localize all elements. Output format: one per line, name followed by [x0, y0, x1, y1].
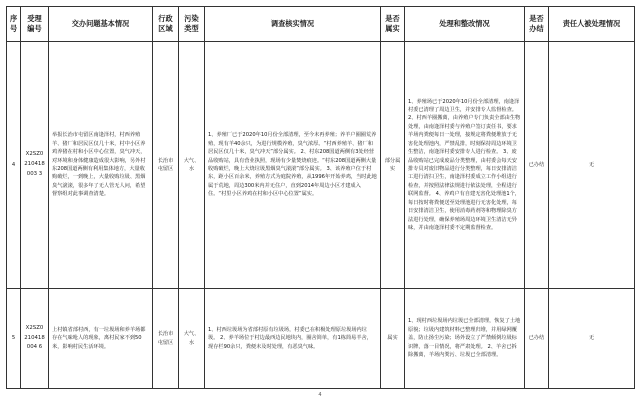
cell-handling: [405, 42, 525, 289]
cell-seq: 5: [7, 289, 21, 389]
header-investigation: 调查核实情况: [205, 7, 381, 42]
complaint-table: [6, 6, 635, 389]
page-number: 4: [318, 392, 322, 398]
cell-seq: 4: [7, 42, 21, 289]
cell-handling-text: 1、现村西垃圾场内垃圾已全部清理，恢复了土地原貌；垃圾内建筑材料已整理归堆，并用绿网覆盖，防止扬尘污染；场外设立了严禁倾倒垃圾标识牌，落一目情况，将严肃处理。 2、羊舍已拆除搬离，羊场内粪污、垃圾已全部清理。: [408, 318, 521, 359]
complaint-table-sheet: [6, 6, 634, 389]
header-handling: 处理和整改情况: [405, 7, 525, 42]
header-closed: 是否办结: [525, 7, 549, 42]
cell-investigation-text: 1、养殖厂已于2020年10月份全部清理，至今未再养殖；养羊户圈圈荒养殖，现有羊40余只，为进行规模养殖，臭气浓厚。“村西养殖羊、猪厂和居民区仅几十米，臭气冲天”部分属实。 2、村东208国道两侧有3处经营品收购站，具有营业执照，现场有少量焚烧痕迹。“村东208国道两侧大量收购破烂，晚上大烧垃圾黑烟臭气滚滚”部分属实。 3、该养殖户位于村东，距小区百余米，养殖方式为庭院养殖，从1996年开始养鸡，当时此地属于荒地，周边300米内并无住户，直到2014年周边小区才建成入住。“村里小区养鸡在村和小区中心位置”属实。: [208, 132, 377, 198]
cell-basic: [49, 42, 153, 289]
cell-handling: [405, 289, 525, 389]
cell-region: 长治市屯留区: [153, 289, 179, 389]
cell-verified: 属实: [381, 289, 405, 389]
cell-closed: 已办结: [525, 289, 549, 389]
header-pollution: 污染类型: [179, 7, 205, 42]
header-seq: 序号: [7, 7, 21, 42]
header-basic: 交办问题基本情况: [49, 7, 153, 42]
cell-verified: 部分属实: [381, 42, 405, 289]
cell-closed: 已办结: [525, 42, 549, 289]
table-row: [7, 289, 635, 389]
header-region: 行政区域: [153, 7, 179, 42]
cell-investigation: [205, 289, 381, 389]
cell-accountability: 无: [549, 289, 635, 389]
header-verified: 是否属实: [381, 7, 405, 42]
cell-basic: [49, 289, 153, 389]
cell-handling-text: 1、养殖场已于2020年10月份全部清理，南逢泽村委已清理了周边卫生，并安排专人监督检查。 2、村西羊圈搬离，由养殖户专门负责全部由生物处理，由南逢泽村委与养殖户签订责任书，要求羊场内粪便每日一处理，接规定将粪便堆放于无害化处理池内，严禁乱排，时刻保持周边环境卫生整洁，南逢泽村委安排专人进行检查。 3、废品收购站已完成废品分类整理，由村委会每天安排专员对废旧物品进行分类整理，每日安排清洁工进行清扫卫生，南逢泽村委成立工作小组进行检查，并按照法律法规进行依法处理，全程进行联网监督。 4、养鸡户有自建无害化处理池1个，每日按时将粪便送至处理池进行无害化处理，每日安排清洁卫生，使用消毒药剂等和物理除臭方法进行处理，确保养殖场周边环境卫生清洁无异味，并由南逢泽村委不定期监督检查。: [408, 98, 521, 231]
cell-investigation-text: 1、村西垃圾场为省部村原有垃圾场，村委已在积极处理原垃圾场内垃圾。 2、养羊场位于村边最西边民地块内，圈舍简单，有1栋简易羊舍，现存栏90余只，粪便未及时处理，有恶臭气味。: [208, 326, 372, 350]
cell-accountability: 无: [549, 42, 635, 289]
cell-basic-text: 上村镇省部村西，有一垃圾场和养羊场都存在气味呛人的现象，离村民家不到50米，影响村民生活环境。: [52, 326, 146, 350]
cell-pollution: 大气、水: [179, 42, 205, 289]
header-id: 受理编号: [21, 7, 49, 42]
header-accountability: 责任人被处理情况: [549, 7, 635, 42]
cell-region: 长治市屯留区: [153, 42, 179, 289]
header-row: [7, 7, 635, 42]
cell-investigation: [205, 42, 381, 289]
cell-pollution: 大气、水: [179, 289, 205, 389]
cell-basic-text: 举报长治市屯留区南逢泽村，村西养殖羊、猪厂和居民区仅几十米，村中小区养鸡养猪在村和小区中心位置，臭气冲天，对环境和身体健康造成很大影响，另外村东208国道两侧有利用集体地方，大量收购破烂，一到晚上，大量收购垃圾、黑烟臭气滚滚，很多年了无人管无人问，希望督察组对此事调查清楚。: [52, 132, 146, 198]
table-row: [7, 42, 635, 289]
cell-id: X2SZ0210418004 6: [21, 289, 49, 389]
cell-id: X2SZ0210418003 3: [21, 42, 49, 289]
